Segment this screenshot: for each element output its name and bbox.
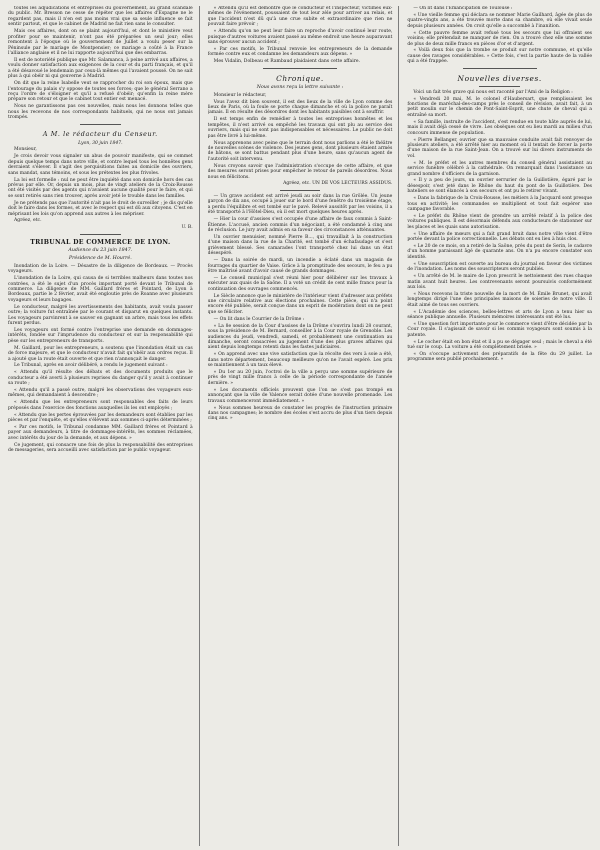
paragraph: « Dans la fabrique de la Croix-Rousse, les métiers à la Jacquard sont presque tous en activité; les commandes se multiplient et tout fait espérer une campagne favorable. xyxy=(407,196,593,213)
letter-date: Lyon, 30 juin 1847. xyxy=(78,140,123,146)
paragraph: Nous apprenons avec peine que le terrain dont nous parlions a été le théâtre de nouvelles scènes de violence. Des jeunes gens, dont plusieurs étaient armés de bâtons, se sont battus pendant plus d'une heure, sans qu'aucun agent de l'autorité soit intervenu. xyxy=(207,140,393,162)
paragraph: « Du 1er au 20 juin, l'octroi de la ville a perçu une somme supérieure de près de vingt mille francs à celle de la période correspondante de l'année dernière. » xyxy=(207,370,393,386)
paragraph: — Dans la soirée de mardi, un incendie a éclaté dans un magasin de fourrages du quartier de Vaise. Grâce à la promptitude des secours, le feu a pu être maîtrisé avant d'avoir causé de grands dommages. xyxy=(207,258,393,274)
paragraph: — Le conseil municipal s'est réuni hier pour délibérer sur les travaux à exécuter aux quais de la Saône. Il a voté un crédit de cent mille francs pour la continuation des ouvrages commencés. xyxy=(207,275,393,292)
paragraph: « Attendu que les pertes éprouvées par les demandeurs sont établies par les pièces et par l'enquête, et qu'elles s'élèvent aux sommes ci-après déterminées ; xyxy=(8,412,193,424)
chronique-subheading: Nous avons reçu la lettre suivante : xyxy=(256,84,344,90)
paragraph: « Voilà deux fois que la trombe se produit sur notre commune, et qu'elle cause des ravages considérables. » Cette fois, c'est la partie haute de la vallée qui a été frappée. xyxy=(407,48,593,65)
paragraph: Je ne prétends pas que l'autorité n'ait pas le droit de surveiller ; je dis qu'elle doit le faire dans les formes, et avec le respect qui est dû aux citoyens. C'est en méprisant les lois qu'on apprend aux autres à les mépriser. xyxy=(8,200,193,217)
paragraph: « Nous sommes heureux de constater les progrès de l'instruction primaire dans nos campagnes; le nombre des écoles s'est accru de plus d'un tiers depuis cinq ans. » xyxy=(207,405,393,422)
column-1 xyxy=(8,6,200,846)
court-presidency: Présidence de M. Hourré. xyxy=(68,255,132,261)
paragraph: « Il y a peu de jours, un ouvrier serrurier de la Guillotière, égaré par le désespoir, s'est jeté dans le Rhône du haut du pont de la Guillotière. Des bateliers se sont élancés à son secours et ont pu le retirer vivant. xyxy=(407,178,593,195)
chronique-signature: Agréez, etc. UN DE VOS LECTEURS ASSIDUS. xyxy=(283,181,393,187)
paragraph: — Hier la cour d'assises s'est occupée d'une affaire de faux commis à Saint-Étienne. L'accusé, ancien commis d'un négociant, a été condamné à cinq ans de réclusion. Le jury avait admis en sa faveur des circonstances atténuantes. xyxy=(207,217,393,234)
paragraph: Le Tribunal, après en avoir délibéré, a rendu le jugement suivant : xyxy=(14,363,168,369)
paragraph: « La 8e session de la Cour d'assises de la Drôme s'ouvrira lundi 28 courant, sous la présidence de M. Bernard, conseiller à la Cour royale de Grenoble. Les audiences du jeudi, vendredi, samedi, et probablement une continuation au dimanche, seront consacrées au jugement d'une des plus graves affaires qui aient depuis longtemps retenti dans les fastes judiciaires. xyxy=(207,323,393,351)
paragraph: « Attendu qu'il est démontré que le conducteur et l'inspecteur, victimes eux-mêmes de l'événement, poussaient de tout leur zèle pour arriver au relais, et que l'accident n'est dû qu'à une crue subite et extraordinaire que rien ne pouvait faire prévoir ; xyxy=(207,6,393,28)
paragraph: « Pierre Bellanger, ouvrier que sa mauvaise conduite avait fait renvoyer de plusieurs ateliers, a été arrêté hier au moment où il tentait de forcer la porte d'une maison de la rue Saint-Jean. On a trouvé sur lui divers instruments de vol. xyxy=(407,137,593,159)
column-1-intro xyxy=(8,6,193,121)
paragraph: « Les documents officiels prouvent que l'on ne s'est pas trompé en annonçant que la ville de Valence serait dotée d'une nouvelle promenade. Les travaux commenceront immédiatement. » xyxy=(207,387,393,404)
paragraph: « Une vieille femme qui déclara se nommer Marie Gailhard, âgée de plus de quatre-vingts ans, a été trouvée morte dans sa chambre, où elle vivait seule depuis plusieurs années. On croit qu'elle a succombé à l'inanition. xyxy=(407,12,593,29)
column-2 xyxy=(208,6,400,846)
divider xyxy=(463,68,537,69)
paragraph: Ce jugement, qui consacre une fois de plus la responsabilité des entreprises de messageries, sera accueilli avec satisfaction par le public voyageur. xyxy=(8,442,193,454)
paragraph: L'inondation de la Loire, qui causa de si terribles malheurs dans toutes nos contrées, a été le sujet d'un procès important porté devant le Tribunal de commerce. La diligence de MM. Gaillard frères et Pointard, de Lyon à Bordeaux, partie le 2 février, avait été engloutie près de Roanne avec plusieurs voyageurs et leurs bagages. xyxy=(8,276,193,303)
letter-heading: A M. le rédacteur du Censeur. xyxy=(42,129,158,138)
paragraph: « Attendu qu'il résulte des débats et des documents produits que le conducteur a été averti à plusieurs reprises du danger qu'il y avait à continuer sa route ; xyxy=(8,370,193,387)
paragraph: — On lit dans l'Émancipation de Toulouse : xyxy=(413,6,513,11)
paragraph: « M. le préfet et les autres membres du conseil général assistaient au service funèbre célébré à la cathédrale. On remarquait dans l'assistance un grand nombre d'officiers de la garnison. xyxy=(407,160,593,177)
divider xyxy=(80,234,121,235)
paragraph: Voici un fait très grave qui nous est raconté par l'Ami de la Religion : xyxy=(413,89,573,95)
paragraph: Mes Vidalin, Dolbeau et Rambaud plaidaient dans cette affaire. xyxy=(213,59,361,65)
paragraph: On dit que la reine Isabelle veut se rapprocher du roi son époux, mais que l'entourage du palais s'y oppose de toutes ses forces; que le général Serrano a reçu l'ordre de s'éloigner et qu'il a refusé d'obéir; qu'enfin la reine mère prépare son retour et que le cabinet tout entier est menacé. xyxy=(8,81,193,103)
paragraph: Un ouvrier menuisier, nommé Pierre B..., qui travaillait à la construction d'une maison dans la rue de la Charité, est tombé d'un échafaudage et s'est grièvement blessé. Ses camarades l'ont transporté chez lui dans un état désespéré. xyxy=(207,234,393,257)
paragraph: — On lit dans le Courrier de la Drôme : xyxy=(213,316,305,322)
paragraph: toutes les adjudications et entreprises du gouvernement, au grand scandale du public. Mr. Bresson ne cesse de répéter que les affaires d'Espagne ne le regardent pas, mais il n'en est pas moins vrai que sa seule influence se fait sentir partout, et que le cabinet de Madrid ne fait rien sans le consulter. xyxy=(8,6,193,28)
paragraph: Inondation de la Loire. — Désastre de la diligence de Bordeaux. — Procès voyageurs. xyxy=(8,263,193,275)
paragraph: « Attendu qu'il a passé outre, malgré les observations des voyageurs eux-mêmes, qui demandaient à descendre ; xyxy=(8,388,193,399)
paragraph: « On apprend avec une vive satisfaction que la récolte des vers à soie a été, dans notre département, beaucoup meilleure qu'on ne l'avait espéré. Les prix se maintiennent à un taux élevé. xyxy=(207,352,393,369)
paragraph: Agréez, etc. xyxy=(14,218,42,224)
paragraph: « Le préfet du Rhône vient de prendre un arrêté relatif à la police des voitures publiques. Il est désormais défendu aux conducteurs de stationner sur les places et les quais sans autorisation. xyxy=(407,213,593,230)
court-subheading: Audience du 23 juin 1847. xyxy=(68,247,133,253)
paragraph: Monsieur le rédacteur, xyxy=(213,92,267,98)
paragraph: « Sa famille, instruite de l'accident, s'est rendue en toute hâte auprès de lui, mais il avait déjà cessé de vivre. Les obsèques ont eu lieu mardi au milieu d'un concours immense de population. xyxy=(407,119,593,136)
paragraph: Il est de notoriété publique que Mr. Salamanca, à peine arrivé aux affaires, a voulu donner satisfaction aux exigences de la cour et du parti français, et qu'il a été désavoué le lendemain par ceux-là mêmes qui l'avaient poussé. On ne sait plus à qui obéir ni qui gouverne à Madrid. xyxy=(8,57,193,80)
paragraph: « Le cocher était en bon état et il a pu se dégager seul ; mais le cheval a été tué sur le coup. La voiture a été complètement brisée. » xyxy=(407,339,593,351)
nouvelles-diverses-heading: Nouvelles diverses. xyxy=(457,73,542,83)
paragraph: « Une souscription est ouverte au bureau du journal en faveur des victimes de l'inondation. Les noms des souscripteurs seront publiés. xyxy=(407,261,593,273)
paragraph: « Nous recevons la triste nouvelle de la mort de M. Émile Brunet, qui avait longtemps dirigé l'une des principales maisons de soieries de notre ville. Il était aimé de tous ses ouvriers. xyxy=(407,291,593,308)
divider xyxy=(280,190,321,191)
column-3 xyxy=(407,6,592,846)
paragraph: « Attendu que les entrepreneurs sont responsables des faits de leurs préposés dans l'exercice des fonctions auxquelles ils les ont employés ; xyxy=(8,400,193,411)
letter-signature: U. B. xyxy=(181,225,193,231)
paragraph: — Un grave accident est arrivé jeudi au soir dans la rue Grôlée. Un jeune garçon de dix ans, occupé à jouer sur le bord d'une fenêtre du troisième étage, a perdu l'équilibre et est tombé sur le pavé. Relevé aussitôt par les voisins, il a été transporté à l'Hôtel-Dieu, où il est mort quelques heures après. xyxy=(207,193,393,216)
paragraph: « Vendredi 20 mai, M. le colonel d'Haubersart, que remplissaient les fonctions de maréchal-des-camps près le conseil de révision, avait fait, à un petit moulin sur le chemin de Pont-Saint-Esprit, une chute de cheval qui a entraîné sa mort. xyxy=(407,96,593,118)
paragraph: Le Siècle annonce que le ministère de l'intérieur vient d'adresser aux préfets une circulaire relative aux élections prochaines. Cette pièce, qui n'a point encore été publiée, serait conçue dans un esprit de modération dont on ne peut que se féliciter. xyxy=(207,293,393,315)
paragraph: La loi est formelle : nul ne peut être inquiété dans son domicile hors des cas prévus par elle. Or, depuis un mois, plus de vingt ateliers de la Croix-Rousse ont été visités par des agents qui n'avaient aucune qualité pour le faire, et qui se sont retirés sans rien trouver, après avoir jeté le trouble dans les familles. xyxy=(8,177,193,199)
paragraph: « Une affaire de mœurs qui a fait grand bruit dans notre ville vient d'être portée devant la police correctionnelle. Les débats ont eu lieu à huis clos. xyxy=(407,231,593,243)
paragraph: Il est temps enfin de remédier à toutes les entreprises honnêtes et les tempêtes, il n'est arrivé ou empêché les travaux qui ont plu au service des ouvriers, mais qui ne sont pas indispensables et nécessaires. Le public ne doit pas être livré à lui-même. xyxy=(207,117,393,139)
paragraph: « Cette pauvre femme avait refusé tous les secours que lui offraient ses voisins; elle prétendait ne manquer de rien. On a trouvé chez elle une somme de plus de deux mille francs en pièces d'or et d'argent. xyxy=(407,30,593,47)
paragraph: « On s'occupe activement des préparatifs de la fête du 29 juillet. Le programme sera publié prochainement. » xyxy=(407,351,593,363)
paragraph: Nous croyons savoir que l'administration s'occupe de cette affaire, et que des mesures seront prises pour empêcher le retour de pareils désordres. Nous nous en félicitons. xyxy=(207,163,393,180)
divider xyxy=(263,68,337,69)
paragraph: « Le 20 de ce mois, on a retiré de la Saône, près du pont de Serin, le cadavre d'un homme paraissant âgé de quarante ans. On n'a pu encore constater son identité. xyxy=(407,244,593,260)
court-heading: TRIBUNAL DE COMMERCE DE LYON. xyxy=(30,238,171,246)
paragraph: Vous l'avez dit bien souvent, il est des lieux de la ville de Lyon comme des lieux de Paris, où la foule se porte chaque dimanche et où la police ne paraît jamais. Il en résulte des désordres dont les habitants paisibles ont à souffrir. xyxy=(207,99,393,116)
chronique-heading: Chronique. xyxy=(276,73,324,83)
paragraph: Monsieur, xyxy=(14,147,37,153)
divider xyxy=(479,86,520,87)
paragraph: Nous ne garantissons pas ces nouvelles, mais nous les donnons telles que nous les recevons de nos correspondants habituels, qui ne nous ont jamais trompés. xyxy=(8,104,193,121)
paragraph: « L'Académie des sciences, belles-lettres et arts de Lyon a tenu hier sa séance publique annuelle. Plusieurs mémoires intéressants ont été lus. xyxy=(407,309,593,320)
paragraph: Le conducteur, malgré les avertissements des habitants, avait voulu passer outre; la voiture fut entraînée par le courant et disparut en quelques instants. Les voyageurs parvinrent à se sauver en gagnant un arbre, mais tous les effets furent perdus. xyxy=(8,304,193,327)
paragraph: « Un arrêté de M. le maire de Lyon prescrit le nettoiement des rues chaque matin avant huit heures. Les contrevenants seront poursuivis conformément aux lois. xyxy=(407,274,593,290)
paragraph: Les voyageurs ont formé contre l'entreprise une demande en dommages-intérêts, fondée sur l'imprudence du conducteur et sur la responsabilité qui pèse sur les entrepreneurs de transports. xyxy=(8,327,193,344)
divider xyxy=(80,124,121,125)
paragraph: « Par ces motifs, le Tribunal condamne MM. Gaillard frères et Pointard à payer aux demandeurs, à titre de dommages-intérêts, les sommes réclamées, avec intérêts du jour de la demande, et aux dépens. » xyxy=(8,424,193,441)
paragraph: Mais ces affaires, dont on se plaint aujourd'hui, et dont le ministère veut profiter pour se maintenir, n'ont pas été préparées un seul jour; elles remontent à l'époque où le gouvernement de Juillet a voulu peser sur la Péninsule par le mariage de Montpensier; ce mariage a coûté à la France l'alliance anglaise et il ne lui rapporte aujourd'hui que des embarras. xyxy=(8,29,193,57)
paragraph: « Par ces motifs, le Tribunal renvoie les entrepreneurs de la demande formée contre eux et condamne les demandeurs aux dépens. » xyxy=(207,46,393,58)
paragraph: « Une question fort importante pour le commerce vient d'être décidée par la Cour royale. Il s'agissait de savoir si les commis voyageurs sont soumis à la patente. xyxy=(407,321,593,338)
paragraph: « Attendu qu'on ne peut leur faire un reproche d'avoir continué leur route, puisque d'autres voitures avaient passé au même endroit une heure auparavant sans éprouver aucun accident ; xyxy=(207,29,393,46)
paragraph: Je crois devoir vous signaler un abus de pouvoir manifeste, qui se commet depuis quelque temps dans notre ville, et contre lequel tous les honnêtes gens devraient s'élever. Il s'agit des perquisitions faites au domicile des ouvriers, sans mandat, sans témoins, et sous les prétextes les plus frivoles. xyxy=(8,154,193,176)
paragraph: M. Gaillard, pour les entrepreneurs, a soutenu que l'inondation était un cas de force majeure, et que le conducteur n'avait fait qu'obéir aux ordres reçus. Il a ajouté que la route était ouverte et que rien n'annonçait le danger. xyxy=(8,345,193,362)
